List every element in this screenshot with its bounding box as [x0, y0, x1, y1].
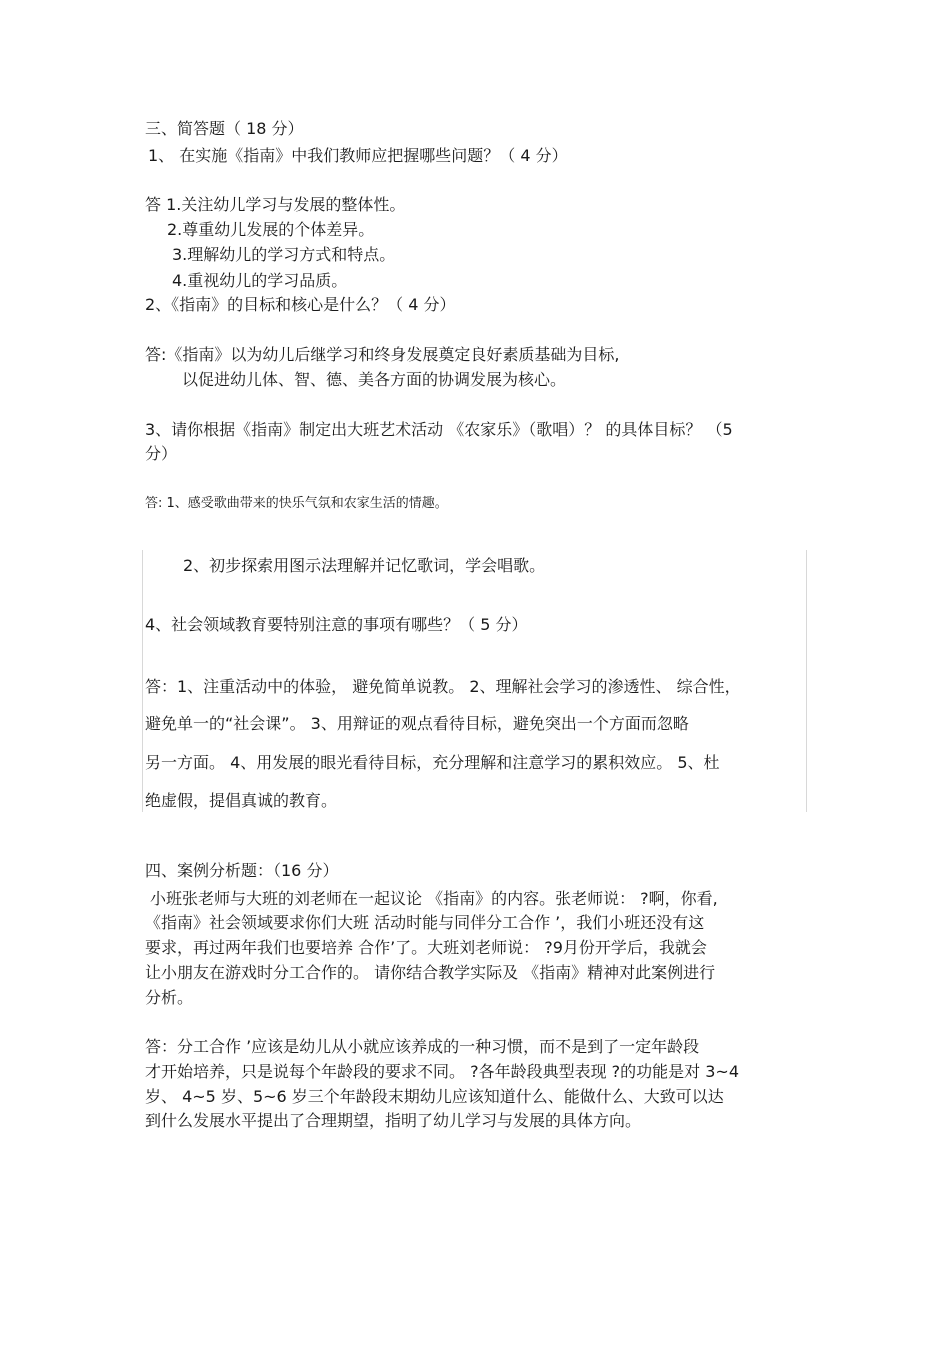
question-3-line-1: 3、请你根据《指南》制定出大班艺术活动 《农家乐》（歌唱）？ 的具体目标？ （5	[145, 420, 733, 439]
answer-5-line-2: 才开始培养，只是说每个年龄段的要求不同。 ?各年龄段典型表现 ?的功能是对 3~4	[145, 1062, 740, 1081]
question-4: 4、社会领域教育要特别注意的事项有哪些？（ 5 分）	[145, 615, 528, 634]
answer-4-line-1: 答：1、注重活动中的体验， 避免简单说教。 2、理解社会学习的渗透性、 综合性，	[145, 677, 741, 696]
answer-1-line-3: 3.理解幼儿的学习方式和特点。	[172, 245, 396, 264]
answer-1-line-4: 4.重视幼儿的学习品质。	[172, 271, 348, 290]
case-line-5: 分析。	[145, 988, 194, 1007]
answer-4-line-2: 避免单一的“社会课”。 3、用辩证的观点看待目标，避免突出一个方面而忽略	[145, 714, 689, 733]
box-right-rule	[806, 550, 807, 812]
section-3-heading: 三、简答题（ 18 分）	[145, 119, 304, 138]
answer-1-line-2: 2.尊重幼儿发展的个体差异。	[167, 220, 375, 239]
section-4-heading: 四、案例分析题：（16 分）	[145, 861, 339, 880]
answer-5-line-3: 岁、 4~5 岁、5~6 岁三个年龄段末期幼儿应该知道什么、能做什么、大致可以达	[145, 1087, 724, 1106]
answer-2-line-1: 答:《指南》以为幼儿后继学习和终身发展奠定良好素质基础为目标,	[145, 345, 620, 364]
answer-1-line-1: 答 1.关注幼儿学习与发展的整体性。	[145, 195, 406, 214]
case-line-3: 要求，再过两年我们也要培养 合作’了。大班刘老师说： ?9月份开学后，我就会	[145, 938, 707, 957]
question-1: 1、 在实施《指南》中我们教师应把握哪些问题？（ 4 分）	[148, 146, 568, 165]
answer-5-line-1: 答：分工合作 ’应该是幼儿从小就应该养成的一种习惯，而不是到了一定年龄段	[145, 1037, 700, 1056]
answer-5-line-4: 到什么发展水平提出了合理期望，指明了幼儿学习与发展的具体方向。	[145, 1111, 642, 1130]
box-left-rule	[142, 550, 143, 812]
answer-4-line-4: 绝虚假，提倡真诚的教育。	[145, 791, 338, 810]
question-3-line-2: 分）	[145, 444, 178, 463]
question-2: 2、《指南》的目标和核心是什么？（ 4 分）	[145, 295, 456, 314]
answer-3-line-1: 答: 1、感受歌曲带来的快乐气氛和农家生活的情趣。	[145, 496, 448, 511]
answer-2-line-2: 以促进幼儿体、智、德、美各方面的协调发展为核心。	[182, 370, 567, 389]
case-line-4: 让小朋友在游戏时分工合作的。 请你结合教学实际及 《指南》精神对此案例进行	[145, 963, 716, 982]
case-line-2: 《指南》社会领域要求你们大班 活动时能与同伴分工合作 ’，我们小班还没有这	[145, 913, 705, 932]
answer-4-line-3: 另一方面。 4、用发展的眼光看待目标，充分理解和注意学习的累积效应。 5、杜	[145, 753, 720, 772]
answer-3-line-2: 2、初步探索用图示法理解并记忆歌词，学会唱歌。	[183, 556, 546, 575]
case-line-1: 小班张老师与大班的刘老师在一起议论 《指南》的内容。张老师说： ?啊，你看,	[150, 889, 718, 908]
